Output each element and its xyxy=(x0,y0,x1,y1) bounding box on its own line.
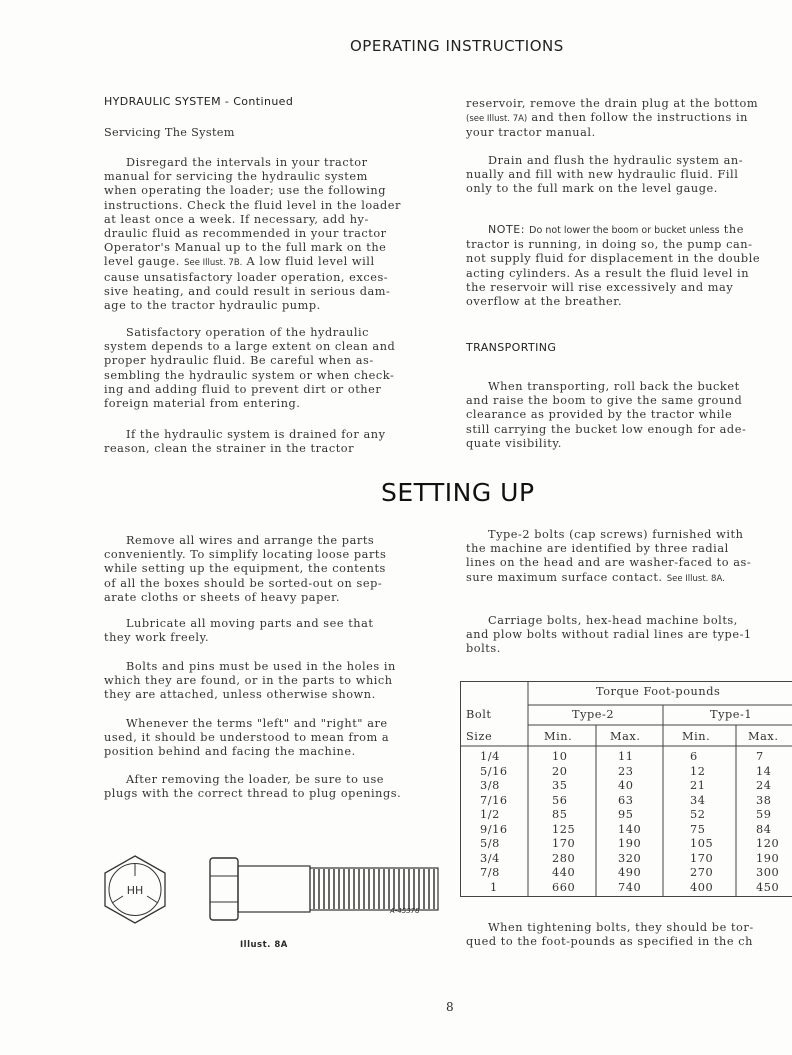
table-cell: 84 xyxy=(756,822,772,836)
text-line: clearance as provided by the tractor while xyxy=(466,408,733,422)
paragraph-reservoir xyxy=(466,97,792,141)
section-title-hydraulic: HYDRAULIC SYSTEM - Continued xyxy=(104,95,294,108)
main-title-setting-up: SETTING UP xyxy=(381,478,535,507)
table-cell: 20 xyxy=(552,764,568,778)
table-cell: 85 xyxy=(552,808,568,821)
table-cell: 400 xyxy=(690,880,714,894)
text-line: ing and adding fluid to prevent dirt or other xyxy=(104,382,382,396)
text-line: and plow bolts without radial lines are type-1 xyxy=(466,628,752,642)
text-line: nually and fill with new hydraulic fluid. Fill xyxy=(466,168,739,182)
table-header-bolt: Bolt xyxy=(466,708,492,721)
table-cell: 270 xyxy=(690,866,714,879)
table-cell: 170 xyxy=(690,851,714,865)
table-cell: 125 xyxy=(552,822,576,836)
table-cell: 52 xyxy=(690,808,706,821)
table-cell: 190 xyxy=(756,851,780,865)
text-line: Carriage bolts, hex-head machine bolts, xyxy=(488,614,738,627)
column-type1-max xyxy=(756,750,779,895)
text-line: Type-2 bolts (cap screws) furnished with xyxy=(488,528,744,541)
table-cell: 5/16 xyxy=(480,764,508,778)
text-line: reason, clean the strainer in the tractor xyxy=(104,442,355,456)
part-number: A-45378 xyxy=(390,907,420,915)
text-line: reservoir, remove the drain plug at the bottom xyxy=(466,97,759,110)
page-header: OPERATING INSTRUCTIONS xyxy=(350,37,564,55)
table-cell: 14 xyxy=(756,764,772,778)
illustration-caption: Illust. 8A xyxy=(240,940,288,950)
text-line: when operating the loader; use the following xyxy=(104,184,386,198)
text-line: still carrying the bucket low enough for ade- xyxy=(466,422,747,436)
table-header-type2-min: Min. xyxy=(544,730,573,743)
text-line: and raise the boom to give the same ground xyxy=(466,394,743,408)
table-cell: 190 xyxy=(618,837,642,850)
text-line: lines on the head and are washer-faced to as- xyxy=(466,556,752,570)
text-line: overflow at the breather. xyxy=(466,295,623,309)
table-cell: 10 xyxy=(552,750,568,763)
text-line: system depends to a large extent on clean and xyxy=(104,340,396,354)
text-line: Drain and flush the hydraulic system an- xyxy=(488,154,744,167)
text-line: cause unsatisfactory loader operation, exces- xyxy=(104,270,389,284)
text-line: Disregard the intervals in your tractor xyxy=(126,156,368,169)
table-header-type1-max: Max. xyxy=(748,730,779,743)
table-cell: 21 xyxy=(690,779,706,792)
text-line: only to the full mark on the level gauge. xyxy=(466,182,718,196)
column-bolt-size xyxy=(480,750,508,895)
table-cell: 7/16 xyxy=(480,793,508,807)
text-line: they are attached, unless otherwise shown. xyxy=(104,688,376,702)
text-line: which they are found, or in the parts to which xyxy=(104,674,393,688)
text-line: plugs with the correct thread to plug openings. xyxy=(104,787,402,801)
table-cell: 95 xyxy=(618,808,634,821)
text-line: sembling the hydraulic system or when check- xyxy=(104,368,395,382)
table-cell: 320 xyxy=(618,851,642,865)
table-cell: 6 xyxy=(690,750,698,763)
text-line: quate visibility. xyxy=(466,436,562,450)
text-line: If the hydraulic system is drained for any xyxy=(126,428,386,441)
table-cell: 9/16 xyxy=(480,822,508,836)
paragraph-left-right xyxy=(104,717,449,760)
table-cell: 490 xyxy=(618,866,642,879)
section-title-transporting: TRANSPORTING xyxy=(466,341,557,354)
text-fragment: level gauge. xyxy=(104,255,180,269)
text-fragment: A low fluid level will xyxy=(246,255,375,269)
table-header-type2-max: Max. xyxy=(610,730,641,743)
paragraph-bolts-pins xyxy=(104,660,449,703)
text-line: After removing the loader, be sure to use xyxy=(126,773,385,786)
text-line: manual for servicing the hydraulic system xyxy=(104,170,368,184)
table-header-type1-min: Min. xyxy=(682,730,711,743)
column-type2-min xyxy=(552,750,575,895)
text-line: bolts. xyxy=(466,642,501,656)
table-cell: 280 xyxy=(552,851,576,865)
table-header-type2: Type-2 xyxy=(572,708,615,721)
table-cell: 140 xyxy=(618,822,642,836)
text-line: your tractor manual. xyxy=(466,126,596,140)
column-type2-max xyxy=(618,750,641,895)
text-line: age to the tractor hydraulic pump. xyxy=(104,299,321,313)
table-cell: 660 xyxy=(552,880,576,894)
text-line: Operator's Manual up to the full mark on the xyxy=(104,241,387,255)
table-cell: 300 xyxy=(756,866,780,879)
table-cell: 63 xyxy=(618,793,634,807)
text-line: Remove all wires and arrange the parts xyxy=(126,534,375,547)
table-cell: 1/2 xyxy=(480,808,500,821)
table-cell: 440 xyxy=(552,866,576,879)
page-number: 8 xyxy=(446,1000,454,1014)
table-cell: 7 xyxy=(756,750,764,763)
table-cell: 38 xyxy=(756,793,772,807)
paragraph-drain-flush xyxy=(466,154,792,197)
table-cell: 740 xyxy=(618,880,642,894)
text-line: When tightening bolts, they should be tor- xyxy=(488,921,754,934)
table-cell: 75 xyxy=(690,822,706,836)
table-cell: 11 xyxy=(618,750,634,763)
text-line: qued to the foot-pounds as specified in the ch xyxy=(466,935,753,949)
table-header-type1: Type-1 xyxy=(710,708,753,721)
bolt-head-marking: HH xyxy=(126,884,144,897)
illustration-reference: See Illust. 8A. xyxy=(666,573,725,584)
table-cell: 34 xyxy=(690,793,706,807)
text-line: tractor is running, in doing so, the pump can- xyxy=(466,238,753,252)
text-line: acting cylinders. As a result the fluid level in xyxy=(466,266,750,280)
text-line xyxy=(466,223,792,238)
text-line: of all the boxes should be sorted-out on sep- xyxy=(104,576,383,590)
column-type1-min xyxy=(690,750,713,895)
paragraph-drained xyxy=(104,428,449,456)
text-line: arate cloths or sheets of heavy paper. xyxy=(104,590,340,604)
paragraph-lubricate xyxy=(104,617,449,645)
table-cell: 120 xyxy=(756,837,780,850)
text-line: draulic fluid as recommended in your tractor xyxy=(104,227,387,241)
text-line xyxy=(466,571,792,586)
text-line: the machine are identified by three radial xyxy=(466,542,729,556)
table-cell: 35 xyxy=(552,779,568,792)
text-line: Bolts and pins must be used in the holes in xyxy=(126,660,396,673)
table-cell: 170 xyxy=(552,837,576,850)
text-line: not supply fluid for displacement in the double xyxy=(466,252,761,266)
paragraph-tightening xyxy=(466,921,792,949)
table-cell: 450 xyxy=(756,880,780,894)
text-line: used, it should be understood to mean from a xyxy=(104,731,390,745)
text-line: they work freely. xyxy=(104,631,210,645)
text-line: sive heating, and could result in serious dam- xyxy=(104,284,391,298)
text-line: while setting up the equipment, the contents xyxy=(104,562,386,576)
table-cell: 7/8 xyxy=(480,866,500,879)
note-label: NOTE: xyxy=(488,223,526,236)
illustration-reference: (see Illust. 7A) xyxy=(466,114,528,125)
table-cell: 1 xyxy=(490,880,498,894)
paragraph-transporting xyxy=(466,380,792,451)
text-line: Lubricate all moving parts and see that xyxy=(126,617,374,630)
table-cell: 23 xyxy=(618,764,634,778)
paragraph-service-intervals xyxy=(104,156,449,313)
text-line: instructions. Check the fluid level in the loader xyxy=(104,198,401,212)
torque-table-container xyxy=(460,681,792,897)
table-group-header: Torque Foot-pounds xyxy=(596,685,721,698)
table-cell: 59 xyxy=(756,808,772,821)
table-cell: 40 xyxy=(618,779,634,792)
text-line: Whenever the terms "left" and "right" are xyxy=(126,717,388,730)
text-line xyxy=(466,111,792,126)
text-fragment: and then follow the instructions in xyxy=(531,111,748,125)
text-line xyxy=(104,255,449,270)
text-fragment: the xyxy=(723,223,744,236)
paragraph-type2-bolts xyxy=(466,528,792,586)
text-fragment: sure maximum surface contact. xyxy=(466,570,663,584)
text-line: position behind and facing the machine. xyxy=(104,745,356,759)
note-block xyxy=(466,223,792,309)
paragraph-type1-bolts xyxy=(466,614,792,657)
table-cell: 105 xyxy=(690,837,714,850)
table-cell: 12 xyxy=(690,764,706,778)
text-line: at least once a week. If necessary, add hy- xyxy=(104,212,369,226)
table-header-size: Size xyxy=(466,730,493,743)
text-line: Satisfactory operation of the hydraulic xyxy=(126,326,370,339)
table-cell: 3/4 xyxy=(480,851,500,865)
text-line: foreign material from entering. xyxy=(104,397,301,411)
bolt-illustration xyxy=(98,848,448,938)
text-line: the reservoir will rise excessively and may xyxy=(466,280,734,294)
paragraph-hydraulic-fluid xyxy=(104,326,449,411)
subsection-title-servicing: Servicing The System xyxy=(104,126,235,139)
illustration-reference: See Illust. 7B. xyxy=(184,258,243,269)
table-cell: 5/8 xyxy=(480,837,500,850)
paragraph-plugs xyxy=(104,773,449,801)
table-cell: 3/8 xyxy=(480,779,500,792)
table-cell: 24 xyxy=(756,779,772,792)
note-emphasis: Do not lower the boom or bucket unless xyxy=(529,225,720,236)
text-line: conveniently. To simplify locating loose parts xyxy=(104,548,387,562)
table-cell: 1/4 xyxy=(480,750,500,763)
paragraph-remove-wires xyxy=(104,534,449,605)
table-cell: 56 xyxy=(552,793,568,807)
text-line: proper hydraulic fluid. Be careful when as- xyxy=(104,354,374,368)
text-line: When transporting, roll back the bucket xyxy=(488,380,740,393)
